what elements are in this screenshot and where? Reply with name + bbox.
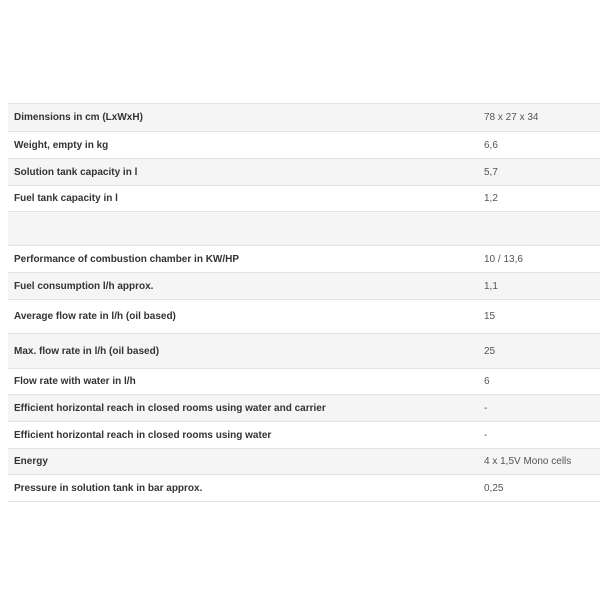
spec-row-solution-pressure bbox=[8, 475, 600, 502]
spec-value: 25 bbox=[484, 345, 496, 357]
spec-table bbox=[8, 103, 600, 502]
spec-label: Weight, empty in kg bbox=[14, 139, 109, 151]
spec-label: Pressure in solution tank in bar approx. bbox=[14, 482, 203, 494]
spec-row-solution-tank bbox=[8, 159, 600, 186]
spec-label: Performance of combustion chamber in KW/HP bbox=[14, 253, 240, 265]
spec-row-max-flow-rate bbox=[8, 334, 600, 369]
spec-value: 10 / 13,6 bbox=[484, 253, 523, 265]
spec-row-spacer bbox=[8, 212, 600, 246]
spec-value: 6 bbox=[484, 376, 490, 387]
spec-label: Efficient horizontal reach in closed rooms using water and carrier bbox=[14, 402, 326, 414]
spec-label: Fuel consumption l/h approx. bbox=[14, 280, 154, 292]
spec-value: 1,1 bbox=[484, 280, 498, 292]
spec-value: 0,25 bbox=[484, 482, 504, 494]
spec-row-average-flow-rate bbox=[8, 300, 600, 334]
spec-row-reach-water-carrier bbox=[8, 395, 600, 422]
spec-value: 6,6 bbox=[484, 139, 498, 151]
spec-value: - bbox=[484, 402, 488, 414]
spec-value: 5,7 bbox=[484, 166, 498, 178]
spec-value: 15 bbox=[484, 311, 496, 322]
spec-row-reach-water bbox=[8, 422, 600, 449]
spec-label: Max. flow rate in l/h (oil based) bbox=[14, 345, 160, 357]
spec-row-energy bbox=[8, 449, 600, 475]
spec-row-fuel-consumption bbox=[8, 273, 600, 300]
spec-row-fuel-tank bbox=[8, 186, 600, 212]
spec-row-weight bbox=[8, 132, 600, 159]
spec-value: 78 x 27 x 34 bbox=[484, 112, 539, 123]
spec-label: Solution tank capacity in l bbox=[14, 166, 138, 178]
spec-row-combustion-performance bbox=[8, 246, 600, 273]
spec-label: Average flow rate in l/h (oil based) bbox=[14, 311, 176, 322]
spec-row-dimensions bbox=[8, 104, 600, 132]
spec-label: Efficient horizontal reach in closed rooms using water bbox=[14, 429, 272, 441]
spec-label: Dimensions in cm (LxWxH) bbox=[14, 112, 143, 123]
spec-label: Fuel tank capacity in l bbox=[14, 193, 118, 204]
spec-label: Flow rate with water in l/h bbox=[14, 376, 136, 387]
spec-row-water-flow-rate bbox=[8, 369, 600, 395]
spec-value: 4 x 1,5V Mono cells bbox=[484, 456, 572, 467]
spec-label: Energy bbox=[14, 456, 48, 467]
spec-value: 1,2 bbox=[484, 193, 498, 204]
spec-value: - bbox=[484, 429, 488, 441]
